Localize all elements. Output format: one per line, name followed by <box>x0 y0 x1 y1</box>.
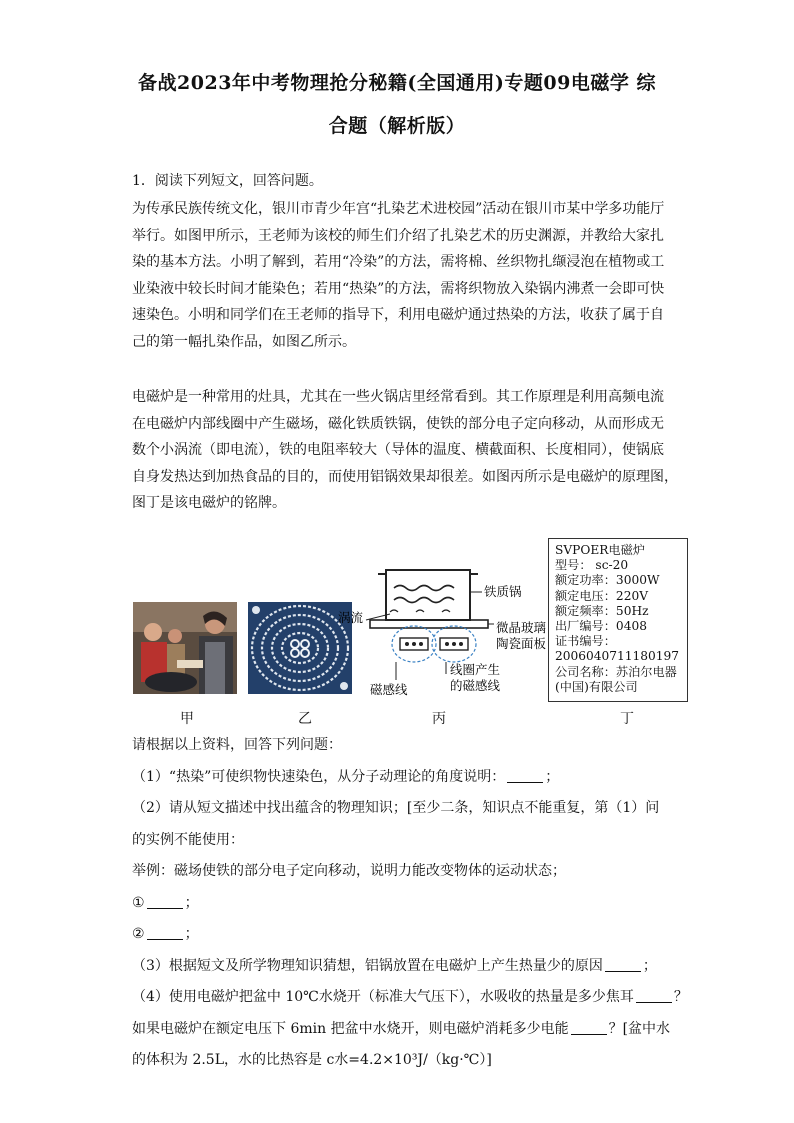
nameplate-line: SVPOER电磁炉 <box>555 543 645 557</box>
passage-line: 己的第一幅扎染作品，如图乙所示。 <box>132 333 356 350</box>
item-marker-2: ② <box>132 926 145 942</box>
passage-paragraph-2 <box>132 384 678 517</box>
passage-paragraph-1 <box>132 196 672 355</box>
passage-line: 为传承民族传统文化，银川市青少年宫“扎染艺术进校园”活动在银川市某中学多功能厅 <box>132 201 665 217</box>
label-coil-field-1: 线圈产生 <box>450 662 501 677</box>
nameplate-line: 型号： sc-20 <box>555 558 629 573</box>
question-1-end: ； <box>545 768 560 785</box>
label-iron-pot: 铁质锅 <box>484 584 522 599</box>
item-marker-1: ① <box>132 894 145 911</box>
label-magnetic-field-line: 磁感线 <box>370 682 408 697</box>
questions-block <box>132 730 688 1077</box>
induction-diagram-drawing <box>338 562 556 702</box>
answer-blank[interactable] <box>605 958 641 972</box>
passage-line: 在电磁炉内部线圈中产生磁场，磁化铁质铁锅，使铁的部分电子定向移动，从而形成无 <box>132 415 664 432</box>
passage-line: 数个小涡流（即电流），铁的电阻率较大（导体的温度、横截面积、长度相同），使锅底 <box>132 442 664 458</box>
question-4-line2 <box>132 1014 682 1046</box>
page-title-line1: 备战2023年中考物理抢分秘籍(全国通用)专题09电磁学 综 <box>138 72 656 94</box>
induction-cooker-diagram <box>338 562 556 702</box>
question-3-end: ； <box>642 957 657 974</box>
item-end: ； <box>184 926 199 942</box>
caption-jia: 甲 <box>180 711 194 727</box>
photo-teacher-demo-drawing <box>133 602 237 694</box>
label-coil-field-2: 的磁感线 <box>450 678 501 693</box>
passage-line: 自身发热达到加热食品的目的，而使用铝锅效果却很差。如图丙所示是电磁炉的原理图， <box>132 468 678 485</box>
nameplate-line: 出厂编号：0408 <box>555 619 647 634</box>
intro-text: 1．阅读下列短文，回答问题。 <box>132 173 323 189</box>
photo-teacher-demo <box>133 602 237 694</box>
passage-line: 业染液中较长时间才能染色；若用“热染”的方法，需将织物放入染锅内沸煮一会即可快 <box>132 280 665 297</box>
label-glass-plate-1: 微晶玻璃 <box>496 620 547 635</box>
answer-blank[interactable] <box>507 769 543 783</box>
question-4-text-1: （4）使用电磁炉把盆中 10℃水烧开（标准大气压下），水吸收的热量是多少焦耳 <box>132 989 634 1005</box>
answer-blank[interactable] <box>147 895 183 909</box>
question-1 <box>132 762 682 794</box>
question-4-end-1: ？ <box>673 989 688 1005</box>
answer-blank[interactable] <box>571 1021 607 1035</box>
question-3-text: （3）根据短文及所学物理知识猜想，铝锅放置在电磁炉上产生热量少的原因 <box>132 957 603 974</box>
passage-line: 速染色。小明和同学们在王老师的指导下，利用电磁炉通过热染的方法，收获了属于自 <box>132 307 664 323</box>
label-glass-plate-2: 陶瓷面板 <box>496 636 547 651</box>
passage-line: 图丁是该电磁炉的铭牌。 <box>132 495 286 511</box>
nameplate-line: 额定电压：220V <box>555 588 649 603</box>
item-end: ； <box>184 894 199 911</box>
caption-yi: 乙 <box>298 711 312 727</box>
question-4-line3: 的体积为 2.5L，水的比热容是 c水=4.2×10³J/（kg·℃）] <box>132 1052 492 1068</box>
questions-lead: 请根据以上资料，回答下列问题： <box>132 737 342 753</box>
question-4-end-2: ？[盆中水 <box>608 1020 671 1037</box>
page-title-line2: 合题（解析版） <box>328 115 466 137</box>
tie-dye-pattern-drawing <box>248 602 352 694</box>
question-3 <box>132 951 682 983</box>
caption-ding: 丁 <box>620 711 634 727</box>
nameplate-line: 2006040711180197 <box>555 649 680 664</box>
question-2-item-2 <box>132 919 682 951</box>
figure-row <box>132 536 692 736</box>
question-2-item-1 <box>132 888 682 920</box>
answer-blank[interactable] <box>147 926 183 940</box>
passage-line: 染的基本方法。小明了解到，若用“冷染”的方法，需将棉、丝织物扎缬浸泡在植物或工 <box>132 254 665 270</box>
nameplate-line: 额定频率：50Hz <box>555 603 649 618</box>
nameplate-line: 证书编号： <box>555 634 616 649</box>
passage-line: 电磁炉是一种常用的灶具，尤其在一些火锅店里经常看到。其工作原理是利用高频电流 <box>132 389 664 405</box>
question-4-text-2: 如果电磁炉在额定电压下 6min 把盆中水烧开，则电磁炉消耗多少电能 <box>132 1020 569 1037</box>
passage-line: 举行。如图甲所示，王老师为该校的师生们介绍了扎染艺术的历史渊源，并教给大家扎 <box>132 227 664 244</box>
nameplate-line: (中国)有限公司 <box>555 679 638 694</box>
question-4-line1 <box>132 982 688 1014</box>
nameplate-line: 公司名称：苏泊尔电器 <box>555 664 677 679</box>
nameplate-box <box>548 538 688 702</box>
question-2-example: 举例：磁场使铁的部分电子定向移动，说明力能改变物体的运动状态； <box>132 863 566 879</box>
answer-blank[interactable] <box>636 989 672 1003</box>
nameplate-line: 额定功率：3000W <box>555 573 660 588</box>
caption-bing: 丙 <box>432 711 446 727</box>
question-2-line1: （2）请从短文描述中找出蕴含的物理知识；[至少二条，知识点不能重复，第（1）问 <box>132 800 660 816</box>
question-intro <box>132 168 672 195</box>
question-2-line2: 的实例不能使用： <box>132 831 244 848</box>
photo-tie-dye-work <box>248 602 352 694</box>
question-1-text: （1）“热染”可使织物快速染色，从分子动理论的角度说明： <box>132 768 506 785</box>
label-eddy-current: 涡流 <box>338 610 364 625</box>
